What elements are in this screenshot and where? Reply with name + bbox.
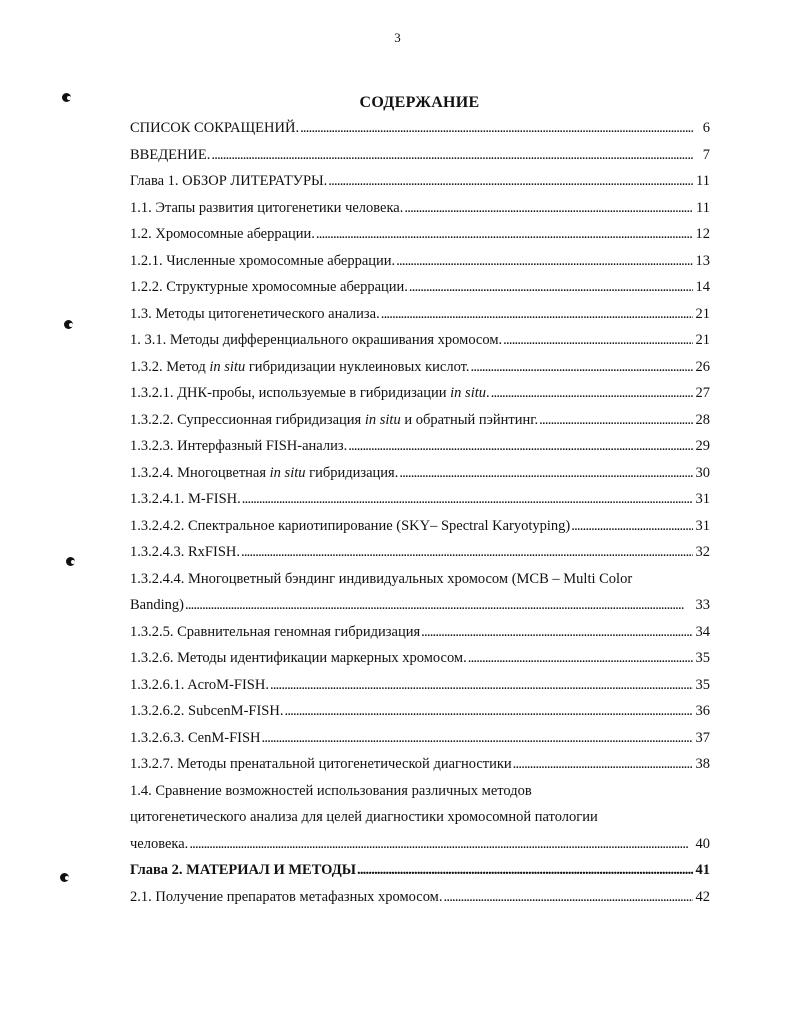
leader-dots bbox=[316, 226, 693, 243]
leader-dots bbox=[211, 147, 693, 164]
toc-entry-page: 32 bbox=[695, 544, 710, 560]
toc-entry-page: 37 bbox=[695, 729, 710, 746]
toc-entry-text: 1.3.2.4. Многоцветная in situ гибридизация. bbox=[130, 464, 399, 481]
toc-entry-page: 13 bbox=[695, 252, 710, 269]
toc-entry-text: 1.3.2.4.3. RxFISH. bbox=[130, 544, 240, 560]
leader-dots bbox=[242, 491, 693, 508]
toc-entry bbox=[130, 253, 710, 280]
toc-entry-text: 1.3.2.6. Методы идентификации маркерных хромосом. bbox=[130, 650, 467, 666]
leader-dots bbox=[185, 597, 693, 614]
toc-entry-page: 11 bbox=[696, 199, 710, 216]
leader-dots bbox=[513, 756, 693, 773]
toc-entry-page: 30 bbox=[695, 464, 710, 481]
punch-hole-mark bbox=[66, 557, 75, 566]
toc-entry-text: 1.2. Хромосомные аберрации. bbox=[130, 226, 315, 242]
toc-entry-page: 28 bbox=[695, 411, 710, 428]
leader-dots bbox=[471, 359, 693, 376]
toc-entry-text: 1.1. Этапы развития цитогенетики человека. bbox=[130, 199, 404, 216]
leader-dots bbox=[399, 465, 693, 482]
toc-entry-page: 33 bbox=[695, 597, 710, 613]
toc-entry-page: 31 bbox=[695, 491, 710, 507]
toc-entry-page: 12 bbox=[695, 226, 710, 242]
leader-dots bbox=[270, 677, 693, 694]
toc-entry bbox=[130, 147, 710, 174]
toc-entry bbox=[130, 597, 710, 624]
toc-entry-page: 38 bbox=[695, 756, 710, 772]
toc-entry bbox=[130, 359, 710, 386]
toc-entry-text: 1.2.1. Численные хромосомные аберрации. bbox=[130, 252, 396, 269]
leader-dots bbox=[328, 173, 693, 190]
toc-entry-page: 40 bbox=[695, 835, 710, 852]
page-number: 3 bbox=[394, 30, 401, 45]
toc-entry-text: 1.3.2.3. Интерфазный FISH-анализ. bbox=[130, 438, 348, 454]
toc-entry-page: 7 bbox=[702, 146, 710, 163]
toc-entry bbox=[130, 465, 710, 492]
italic-term: in situ bbox=[364, 411, 401, 428]
leader-dots bbox=[503, 332, 693, 349]
toc-entry bbox=[130, 279, 710, 306]
leader-dots bbox=[396, 253, 693, 270]
toc-entry-text: 1.3.2.4.2. Спектральное кариотипирование (SKY– Spectral Karyotyping) bbox=[130, 517, 571, 534]
punch-hole-mark bbox=[64, 320, 73, 329]
toc-entry-page: 29 bbox=[695, 438, 710, 454]
toc-entry bbox=[130, 703, 710, 730]
toc-entry-text: 1.3.2.6.2. SubcenM-FISH. bbox=[130, 703, 284, 719]
leader-dots bbox=[571, 518, 693, 535]
toc-entry-page: 35 bbox=[695, 650, 710, 666]
toc-entry-text: 1.3.2.4.1. M-FISH. bbox=[130, 491, 241, 507]
punch-hole-mark bbox=[60, 873, 69, 882]
toc-entry-page: 42 bbox=[695, 888, 710, 905]
italic-term: in situ bbox=[450, 385, 487, 401]
toc-entry-text: 1. 3.1. Методы дифференциального окрашивания хромосом. bbox=[130, 332, 503, 348]
toc-title: СОДЕРЖАНИЕ bbox=[359, 94, 480, 111]
toc-entry-page: 35 bbox=[695, 676, 710, 693]
toc-entry bbox=[130, 412, 710, 439]
leader-dots bbox=[444, 889, 694, 906]
toc-entry-page: 21 bbox=[695, 332, 710, 348]
leader-dots bbox=[421, 624, 693, 641]
toc-entry-text: 2.1. Получение препаратов метафазных хромосом. bbox=[130, 888, 443, 905]
toc-entry-text: 1.3. Методы цитогенетического анализа. bbox=[130, 305, 380, 322]
toc-entry-text: СПИСОК СОКРАЩЕНИЙ. bbox=[130, 120, 300, 136]
leader-dots bbox=[241, 544, 693, 561]
toc-entry bbox=[130, 862, 710, 889]
leader-dots bbox=[409, 279, 693, 296]
toc-entry bbox=[130, 200, 710, 227]
leader-dots bbox=[284, 703, 693, 720]
leader-dots bbox=[381, 306, 693, 323]
leader-dots bbox=[262, 730, 693, 747]
toc-entry-text: 1.3.2.5. Сравнительная геномная гибридизация bbox=[130, 623, 421, 640]
toc-entry-text: 1.2.2. Структурные хромосомные аберрации. bbox=[130, 279, 408, 295]
leader-dots bbox=[357, 862, 693, 879]
toc-entry bbox=[130, 385, 710, 412]
table-of-contents bbox=[130, 120, 710, 915]
toc-entry-page: 26 bbox=[695, 358, 710, 375]
toc-entry-text: человека. bbox=[130, 835, 189, 852]
italic-term: in situ bbox=[269, 464, 306, 481]
toc-entry bbox=[130, 518, 710, 545]
toc-entry bbox=[130, 889, 710, 916]
toc-entry bbox=[130, 624, 710, 651]
toc-entry-text: 1.3.2.6.3. CenM-FISH bbox=[130, 729, 261, 746]
toc-entry-page: 21 bbox=[695, 305, 710, 322]
toc-entry bbox=[130, 332, 710, 359]
toc-entry bbox=[130, 226, 710, 253]
toc-entry bbox=[130, 650, 710, 677]
toc-entry bbox=[130, 677, 710, 704]
toc-entry-page: 41 bbox=[695, 862, 710, 878]
toc-entry-page: 31 bbox=[695, 517, 710, 534]
toc-entry bbox=[130, 306, 710, 333]
toc-entry-text-line: цитогенетического анализа для целей диагностики хромосомной патологии bbox=[130, 809, 598, 825]
leader-dots bbox=[404, 200, 693, 217]
toc-entry-text: 1.3.2.7. Методы пренатальной цитогенетической диагностики bbox=[130, 756, 512, 772]
toc-entry-text: 1.3.2.2. Супрессионная гибридизация in situ и обратный пэйнтинг. bbox=[130, 411, 539, 428]
toc-entry-page: 11 bbox=[696, 173, 710, 189]
toc-entry-page: 6 bbox=[702, 120, 710, 136]
toc-entry-text: Глава 1. ОБЗОР ЛИТЕРАТУРЫ. bbox=[130, 173, 328, 189]
toc-entry bbox=[130, 836, 710, 863]
toc-entry bbox=[130, 173, 710, 200]
leader-dots bbox=[300, 120, 693, 137]
toc-entry-page: 34 bbox=[695, 623, 710, 640]
toc-entry-text: 1.3.2.1. ДНК-пробы, используемые в гибридизации in situ. bbox=[130, 385, 490, 401]
toc-entry-page: 27 bbox=[695, 385, 710, 401]
toc-entry bbox=[130, 491, 710, 518]
toc-entry-text-line: 1.3.2.4.4. Многоцветный бэндинг индивидуальных хромосом (MCB – Multi Color bbox=[130, 570, 633, 587]
leader-dots bbox=[348, 438, 693, 455]
toc-entry bbox=[130, 438, 710, 465]
toc-entry bbox=[130, 544, 710, 571]
leader-dots bbox=[491, 385, 693, 402]
toc-entry-text-line: 1.4. Сравнение возможностей использования различных методов bbox=[130, 782, 532, 799]
leader-dots bbox=[468, 650, 693, 667]
toc-entry-page: 36 bbox=[695, 703, 710, 719]
italic-term: in situ bbox=[209, 358, 246, 375]
toc-entry-page: 14 bbox=[695, 279, 710, 295]
toc-entry-text: ВВЕДЕНИЕ. bbox=[130, 146, 211, 163]
leader-dots bbox=[539, 412, 693, 429]
toc-entry-text: Banding) bbox=[130, 597, 184, 613]
toc-entry bbox=[130, 120, 710, 147]
toc-entry-text: 1.3.2. Метод in situ гибридизации нуклеиновых кислот. bbox=[130, 358, 470, 375]
toc-entry-text: Глава 2. МАТЕРИАЛ И МЕТОДЫ bbox=[130, 862, 356, 878]
toc-entry bbox=[130, 756, 710, 783]
toc-entry bbox=[130, 730, 710, 757]
toc-entry-text: 1.3.2.6.1. AcroM-FISH. bbox=[130, 676, 269, 693]
leader-dots bbox=[189, 836, 693, 853]
